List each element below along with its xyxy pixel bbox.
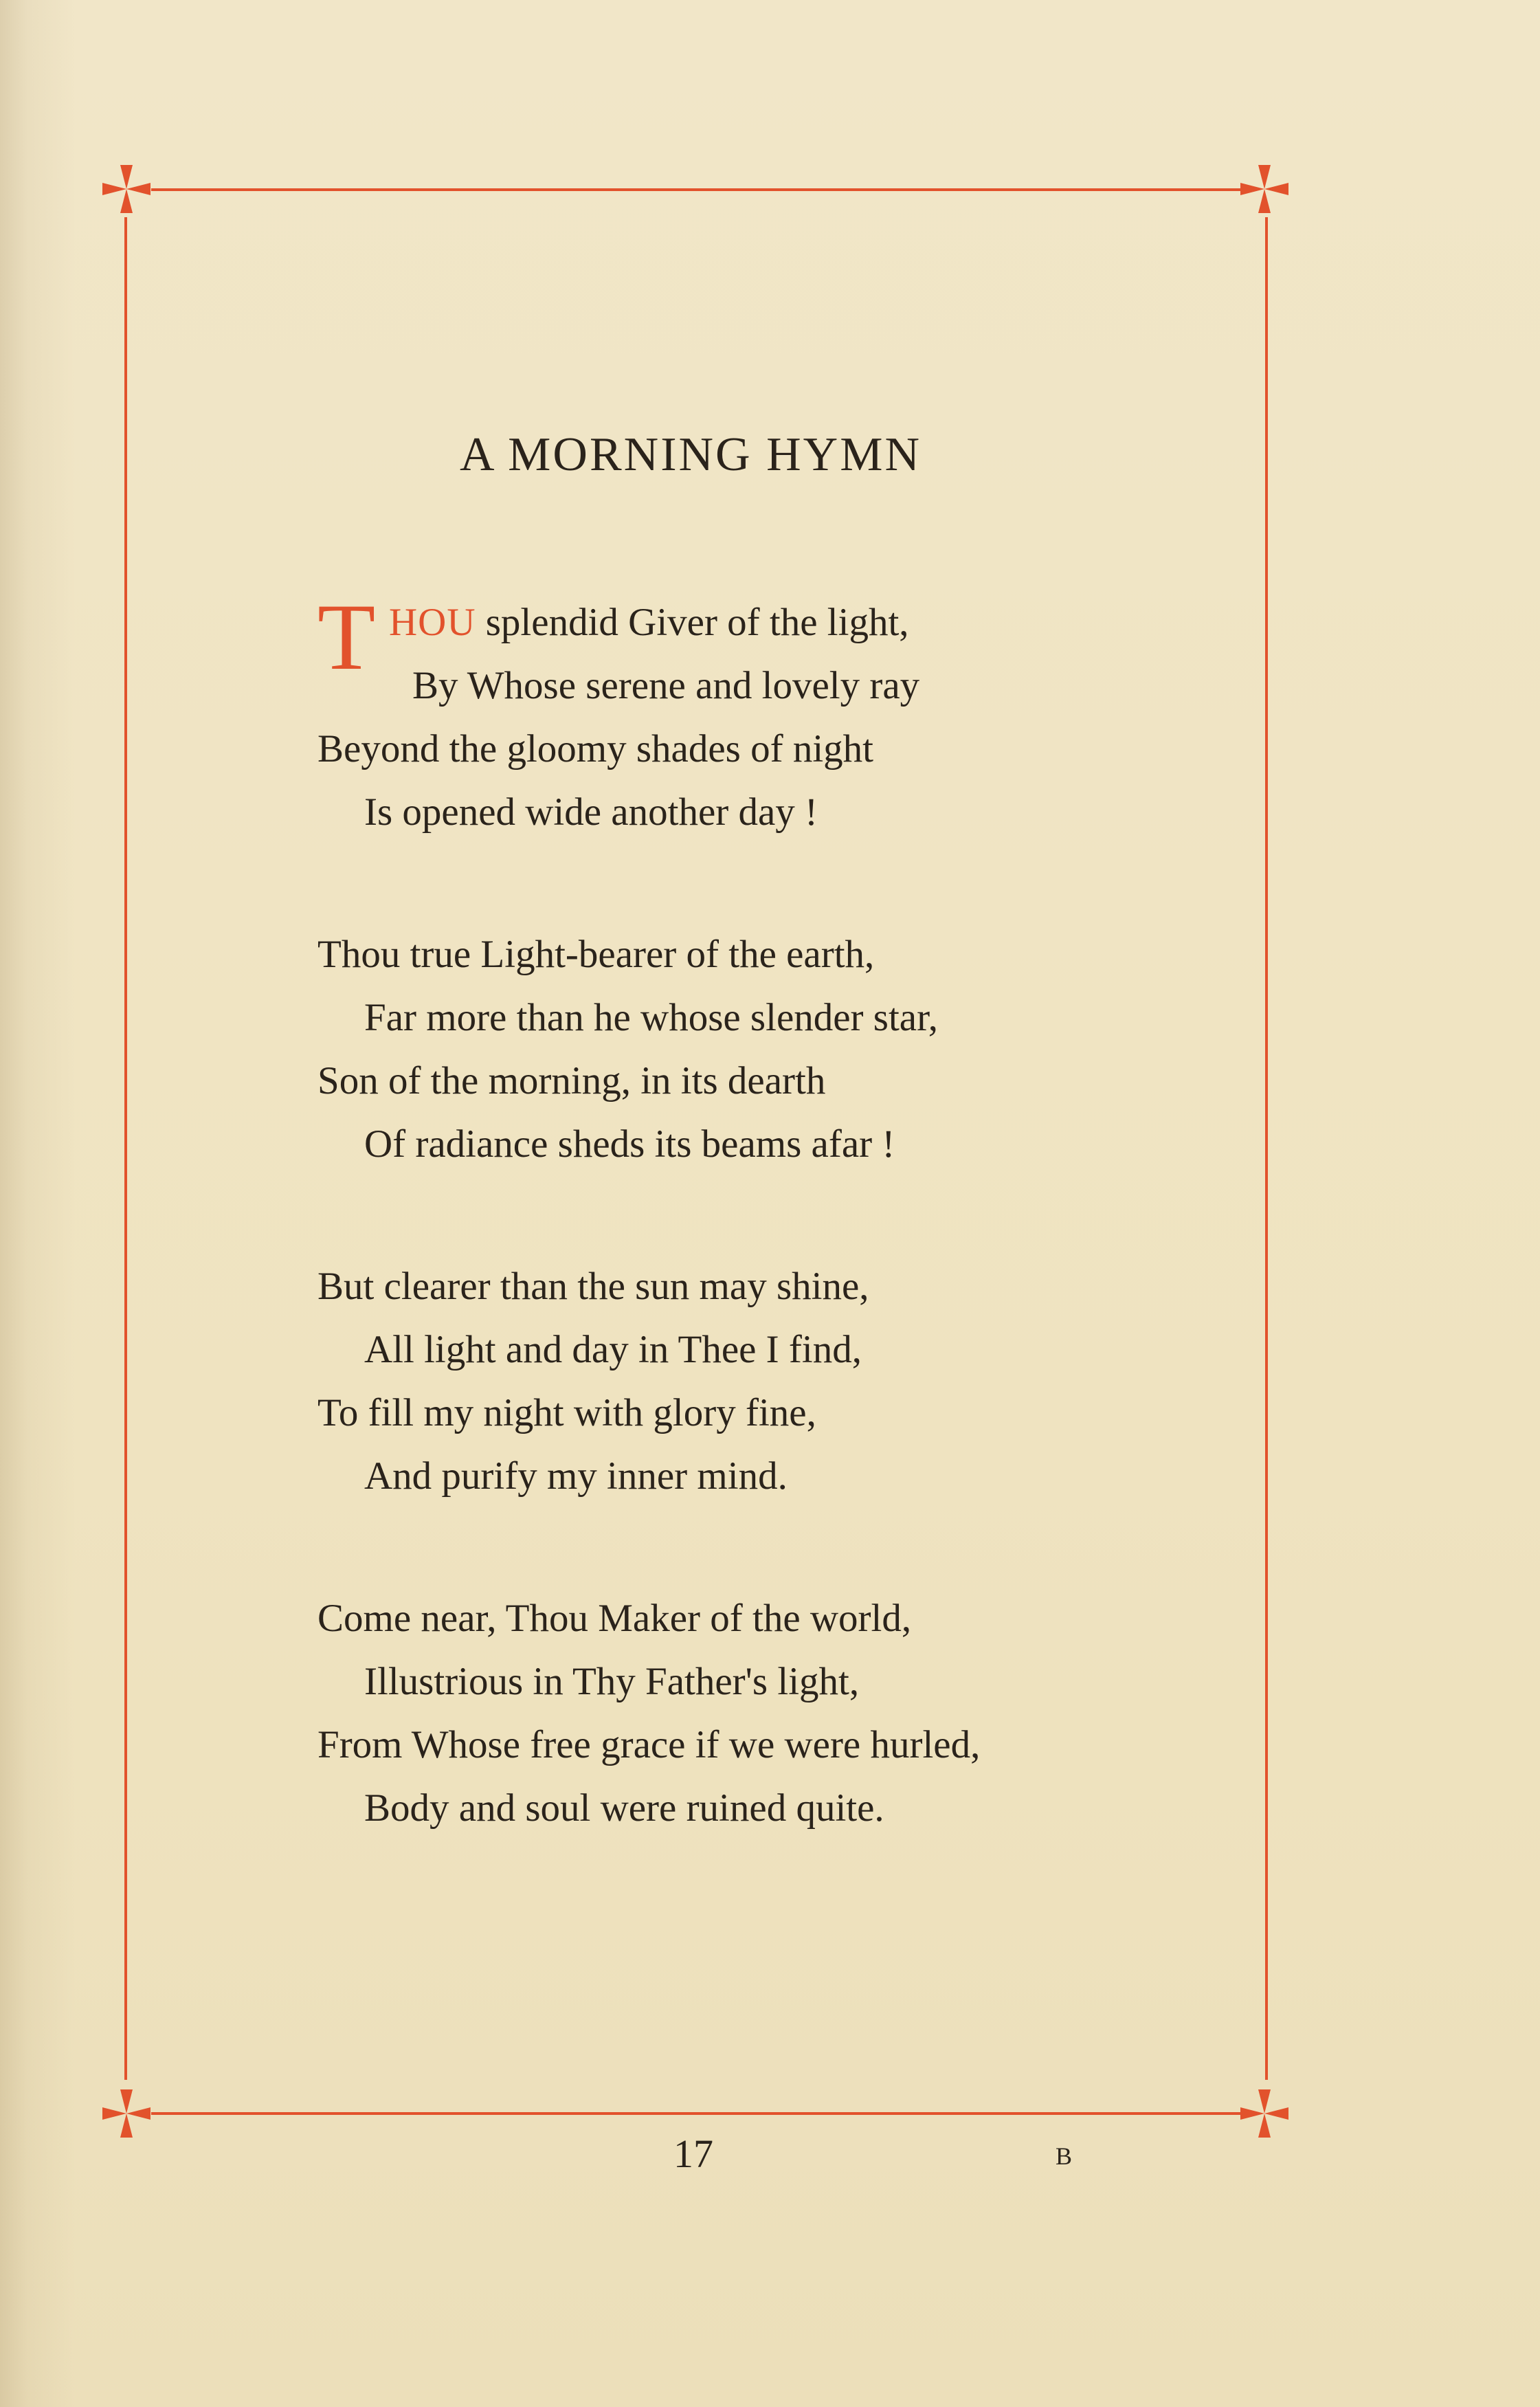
first-line-rest: splendid Giver of the light, xyxy=(476,601,909,644)
poem-line: And purify my inner mind. xyxy=(364,1454,788,1498)
page-number: 17 xyxy=(673,2131,713,2176)
drop-cap: T xyxy=(317,584,376,689)
poem-title: A MORNING HYMN xyxy=(459,428,922,481)
stanza xyxy=(317,1255,1266,1508)
poem-line: By Whose serene and lovely ray xyxy=(412,664,920,707)
poem-line: From Whose free grace if we were hurled, xyxy=(317,1723,981,1766)
stanza xyxy=(317,923,1266,1176)
signature-mark: B xyxy=(1056,2142,1073,2170)
border-left-rule xyxy=(124,217,127,2080)
poem-line: Illustrious in Thy Father's light, xyxy=(364,1660,860,1703)
poem-body xyxy=(317,584,1266,1919)
poem-line: All light and day in Thee I find, xyxy=(364,1328,862,1371)
first-line-lead: HOU xyxy=(389,601,476,644)
border-top-rule xyxy=(151,188,1247,191)
stanza xyxy=(317,1587,1266,1840)
cross-pattee-icon xyxy=(100,162,153,216)
border-bottom-rule xyxy=(151,2112,1247,2115)
poem-line: Thou true Light-bearer of the earth, xyxy=(317,933,875,976)
poem-line: Son of the morning, in its dearth xyxy=(317,1059,826,1102)
poem-line: Beyond the gloomy shades of night xyxy=(317,727,873,770)
stanza xyxy=(317,584,1266,844)
poem-line: Body and soul were ruined quite. xyxy=(364,1786,884,1830)
poem-line: Far more than he whose slender star, xyxy=(364,996,939,1039)
poem-line: Come near, Thou Maker of the world, xyxy=(317,1597,912,1640)
cross-pattee-icon xyxy=(100,2087,153,2140)
cross-pattee-icon xyxy=(1238,162,1291,216)
poem-line: Of radiance sheds its beams afar ! xyxy=(364,1122,895,1166)
cross-pattee-icon xyxy=(1238,2087,1291,2140)
poem-line: Is opened wide another day ! xyxy=(364,790,818,834)
poem-line: But clearer than the sun may shine, xyxy=(317,1265,869,1308)
poem-line: To fill my night with glory fine, xyxy=(317,1391,816,1434)
